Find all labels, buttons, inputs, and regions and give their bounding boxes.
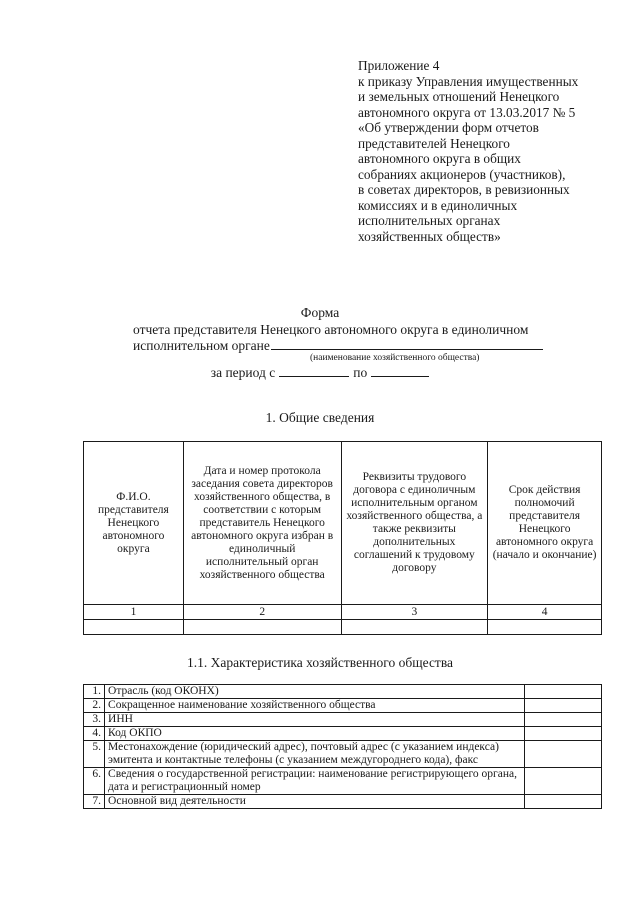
- appendix-line: хозяйственных обществ»: [358, 228, 501, 244]
- appendix-line: комиссиях и в единоличных: [358, 197, 518, 213]
- company-characteristics-table: [83, 684, 602, 809]
- row-number: 7.: [84, 795, 105, 809]
- table-row: [84, 795, 602, 809]
- form-title: Форма: [300, 305, 340, 320]
- row-number: 3.: [84, 713, 105, 727]
- period-line: [0, 364, 640, 381]
- row-number: 5.: [84, 741, 105, 768]
- row-label: Отрасль (код ОКОНХ): [105, 685, 525, 699]
- column-header: Ф.И.О. представителя Ненецкого автономного округа: [84, 442, 184, 605]
- row-label: Местонахождение (юридический адрес), почтовый адрес (с указанием индекса) эмитента и контактные телефоны (с указанием междугороднего кода), факс: [105, 741, 525, 768]
- row-number: 1.: [84, 685, 105, 699]
- general-info-table: [83, 441, 602, 635]
- row-label: Код ОКПО: [105, 727, 525, 741]
- row-label: Сокращенное наименование хозяйственного общества: [105, 699, 525, 713]
- row-number: 6.: [84, 768, 105, 795]
- row-value-cell[interactable]: [524, 685, 601, 699]
- form-subtitle-text: исполнительном органе: [133, 338, 270, 353]
- table-row: [84, 685, 602, 699]
- appendix-line: представителей Ненецкого: [358, 135, 510, 151]
- row-value-cell[interactable]: [524, 713, 601, 727]
- appendix-line: к приказу Управления имущественных: [358, 73, 579, 89]
- appendix-line: собраниях акционеров (участников),: [358, 166, 566, 182]
- row-value-cell[interactable]: [524, 727, 601, 741]
- column-header: Реквизиты трудового договора с единоличным исполнительным органом хозяйственного общества, а также реквизиты дополнительных соглашений к трудовому договору: [341, 442, 488, 605]
- empty-cell[interactable]: [183, 620, 341, 635]
- appendix-line: в советах директоров, в ревизионных: [358, 182, 570, 197]
- column-number: 4: [488, 605, 602, 620]
- column-number: 2: [183, 605, 341, 620]
- period-prefix: за период с: [210, 365, 276, 380]
- row-number: 2.: [84, 699, 105, 713]
- appendix-line: и земельных отношений Ненецкого: [358, 89, 560, 104]
- period-start-blank[interactable]: [279, 364, 349, 377]
- row-number: 4.: [84, 727, 105, 741]
- table-row: [84, 727, 602, 741]
- appendix-block: [358, 58, 628, 244]
- empty-cell[interactable]: [84, 620, 184, 635]
- table-row: [84, 713, 602, 727]
- table-row: [84, 699, 602, 713]
- company-name-blank[interactable]: [271, 337, 543, 350]
- section11-title: 1.1. Характеристика хозяйственного общества: [186, 655, 454, 670]
- table-header-row: [84, 442, 602, 605]
- column-number: 3: [341, 605, 488, 620]
- empty-cell[interactable]: [488, 620, 602, 635]
- appendix-line: автономного округа от 13.03.2017 № 5: [358, 104, 576, 120]
- row-label: Сведения о государственной регистрации: наименование регистрирующего органа, дата и регистрационный номер: [105, 768, 525, 795]
- row-value-cell[interactable]: [524, 741, 601, 768]
- company-name-hint: (наименование хозяйственного общества): [310, 353, 480, 363]
- section1-title: 1. Общие сведения: [265, 410, 375, 425]
- column-header: Дата и номер протокола заседания совета директоров хозяйственного общества, в соответствии с которым представитель Ненецкого автономного округа избран в единоличный исполнительный орган хозяйственного общества: [183, 442, 341, 605]
- appendix-line: исполнительных органах: [358, 213, 501, 228]
- appendix-line: автономного округа в общих: [358, 151, 521, 166]
- appendix-line: «Об утверждении форм отчетов: [358, 120, 539, 135]
- appendix-line: Приложение 4: [358, 58, 440, 73]
- table-row: [84, 768, 602, 795]
- empty-cell[interactable]: [341, 620, 488, 635]
- row-value-cell[interactable]: [524, 768, 601, 795]
- row-label: ИНН: [105, 713, 525, 727]
- column-number-row: [84, 605, 602, 620]
- form-subtitle-line1: отчета представителя Ненецкого автономного округа в единоличном: [133, 322, 529, 337]
- form-subtitle-line2: [133, 337, 543, 354]
- row-value-cell[interactable]: [524, 795, 601, 809]
- column-number: 1: [84, 605, 184, 620]
- table-row: [84, 741, 602, 768]
- column-header: Срок действия полномочий представителя Ненецкого автономного округа (начало и окончание): [488, 442, 602, 605]
- period-end-blank[interactable]: [371, 364, 429, 377]
- period-to: по: [353, 365, 368, 380]
- row-label: Основной вид деятельности: [105, 795, 525, 809]
- table-row: [84, 620, 602, 635]
- row-value-cell[interactable]: [524, 699, 601, 713]
